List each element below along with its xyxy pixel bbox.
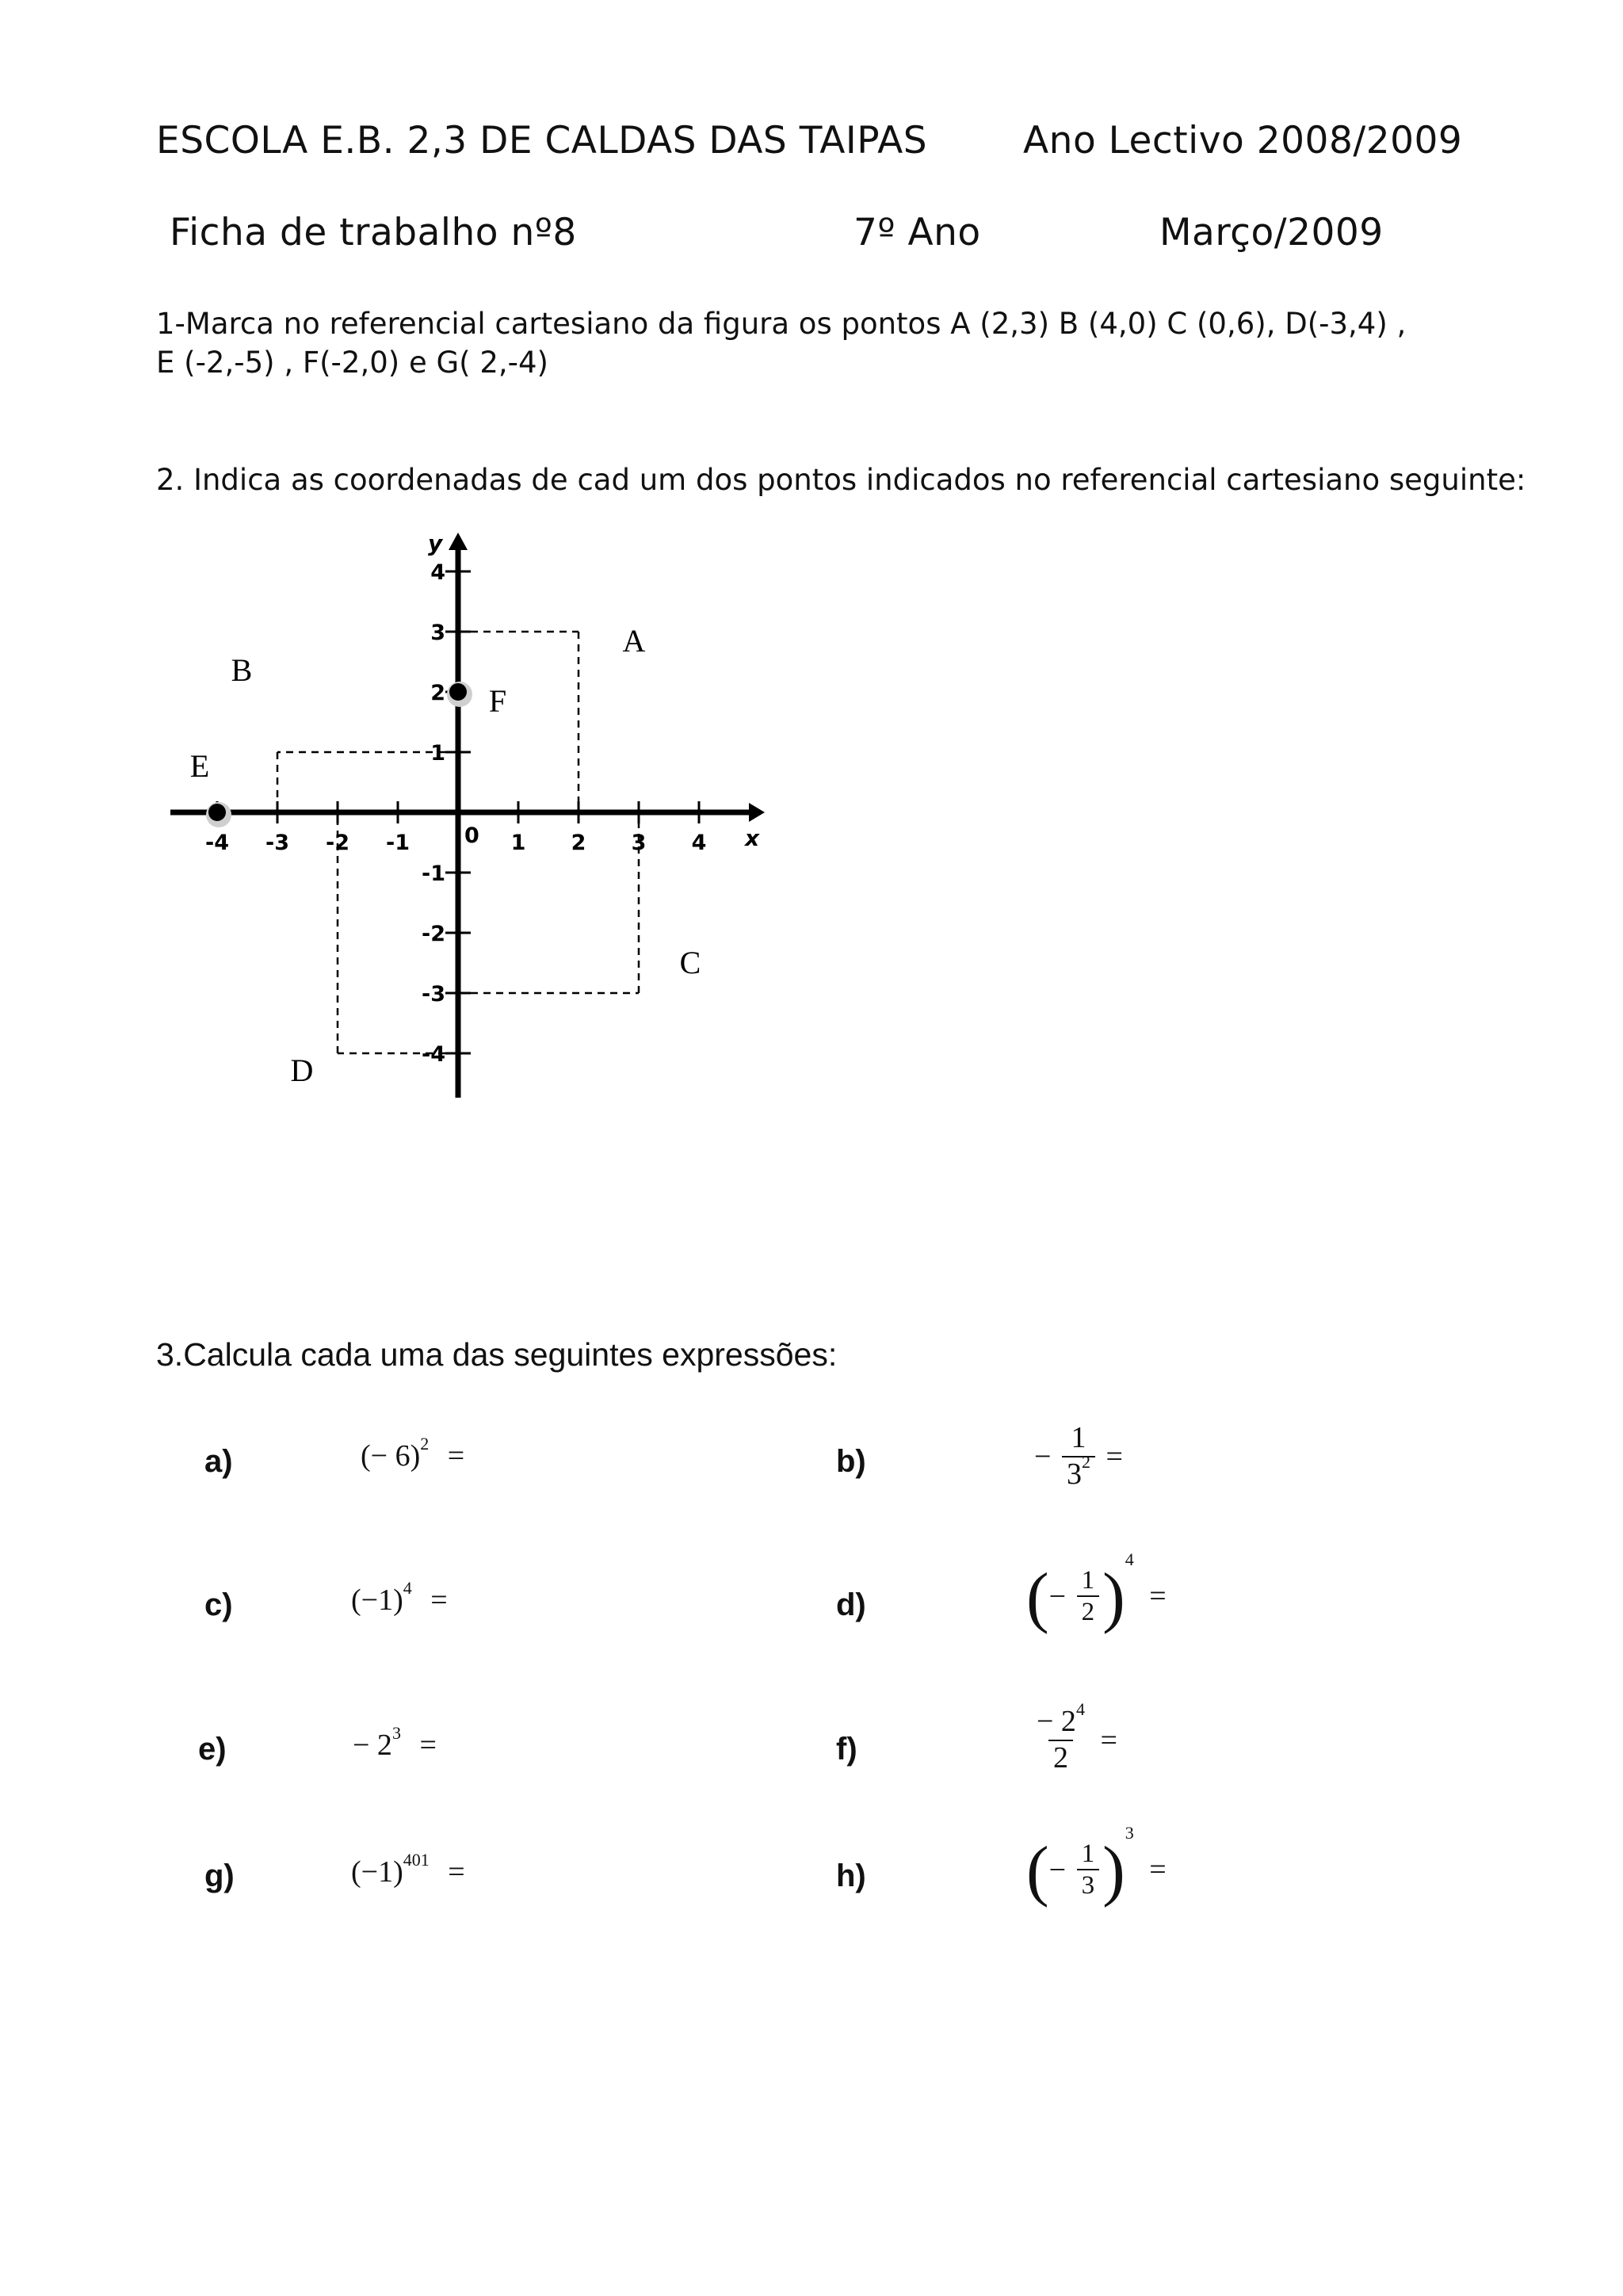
item-b-expression: − $\frac{1}{3^2}$ = bbox=[1034, 1421, 1123, 1491]
x-axis-arrow bbox=[749, 803, 765, 822]
x-tick-label: -4 bbox=[205, 831, 229, 855]
item-a-label: a) bbox=[204, 1444, 233, 1479]
y-tick-label: -1 bbox=[422, 861, 445, 886]
q3-title: 3.Calcula cada uma das seguintes expressões: bbox=[156, 1336, 838, 1373]
school-name: ESCOLA E.B. 2,3 DE CALDAS DAS TAIPAS bbox=[156, 119, 928, 162]
y-tick-label: 3 bbox=[430, 621, 445, 645]
grade: 7º Ano bbox=[854, 211, 981, 254]
item-h-expression: (− $\frac{1}{3}$ )$^3$ = bbox=[1026, 1823, 1167, 1908]
y-axis-arrow bbox=[449, 533, 468, 550]
x-tick-label: -1 bbox=[386, 831, 410, 855]
point-E-label: E bbox=[189, 748, 210, 784]
item-d-label: d) bbox=[836, 1587, 866, 1622]
y-tick-label: 4 bbox=[430, 560, 445, 585]
item-d-expression: (− $\frac{1}{2}$ )$^4$ = bbox=[1026, 1549, 1167, 1635]
y-tick-label: -3 bbox=[422, 982, 445, 1007]
point-F-label: F bbox=[488, 683, 507, 719]
x-tick-label: 1 bbox=[510, 831, 526, 855]
point-F-dot bbox=[449, 683, 467, 701]
point-D-label: D bbox=[290, 1052, 314, 1088]
sheet-title: Ficha de trabalho nº8 bbox=[170, 211, 577, 254]
item-b-label: b) bbox=[836, 1444, 866, 1479]
origin-label: 0 bbox=[464, 823, 479, 848]
school-year: Ano Lectivo 2008/2009 bbox=[1023, 119, 1463, 162]
item-c-label: c) bbox=[204, 1587, 233, 1622]
item-f-expression: $\frac{- 2^4}{2}$ = bbox=[1037, 1699, 1117, 1775]
y-tick-label: -4 bbox=[422, 1042, 445, 1067]
item-e-label: e) bbox=[198, 1732, 227, 1767]
item-e-expression: − $2^3$ = bbox=[353, 1723, 437, 1762]
item-c-expression: $(-1)^4$ = bbox=[351, 1578, 448, 1617]
item-a-expression: (− 6)$^2$ = bbox=[361, 1434, 465, 1473]
x-tick-label: 4 bbox=[691, 831, 707, 855]
q2-text: 2. Indica as coordenadas de cad um dos pontos indicados no referencial cartesiano seguinte: bbox=[156, 463, 1526, 497]
x-tick-label: 2 bbox=[571, 831, 586, 855]
point-A-label: A bbox=[622, 623, 646, 659]
x-tick-label: -2 bbox=[326, 831, 349, 855]
x-tick-label: -3 bbox=[265, 831, 289, 855]
y-axis-label: y bbox=[428, 530, 443, 556]
point-E-dot bbox=[208, 804, 226, 821]
y-tick-label: 2 bbox=[430, 681, 445, 705]
item-g-label: g) bbox=[204, 1859, 235, 1893]
x-tick-label: 3 bbox=[631, 831, 647, 855]
item-h-label: h) bbox=[836, 1859, 866, 1893]
q1-line2: E (-2,-5) , F(-2,0) e G( 2,-4) bbox=[156, 346, 548, 380]
date: Março/2009 bbox=[1159, 211, 1384, 254]
point-B-label: B bbox=[231, 652, 253, 688]
item-g-expression: $(-1)^{401}$ = bbox=[351, 1850, 465, 1889]
y-tick-label: 1 bbox=[430, 741, 445, 766]
y-tick-label: -2 bbox=[422, 922, 445, 946]
x-axis-label: x bbox=[745, 825, 760, 851]
axes bbox=[170, 530, 765, 1098]
item-f-label: f) bbox=[836, 1732, 857, 1767]
q1-line1: 1-Marca no referencial cartesiano da figura os pontos A (2,3) B (4,0) C (0,6), D(-3,4) , bbox=[156, 307, 1407, 341]
point-C-label: C bbox=[679, 945, 701, 980]
